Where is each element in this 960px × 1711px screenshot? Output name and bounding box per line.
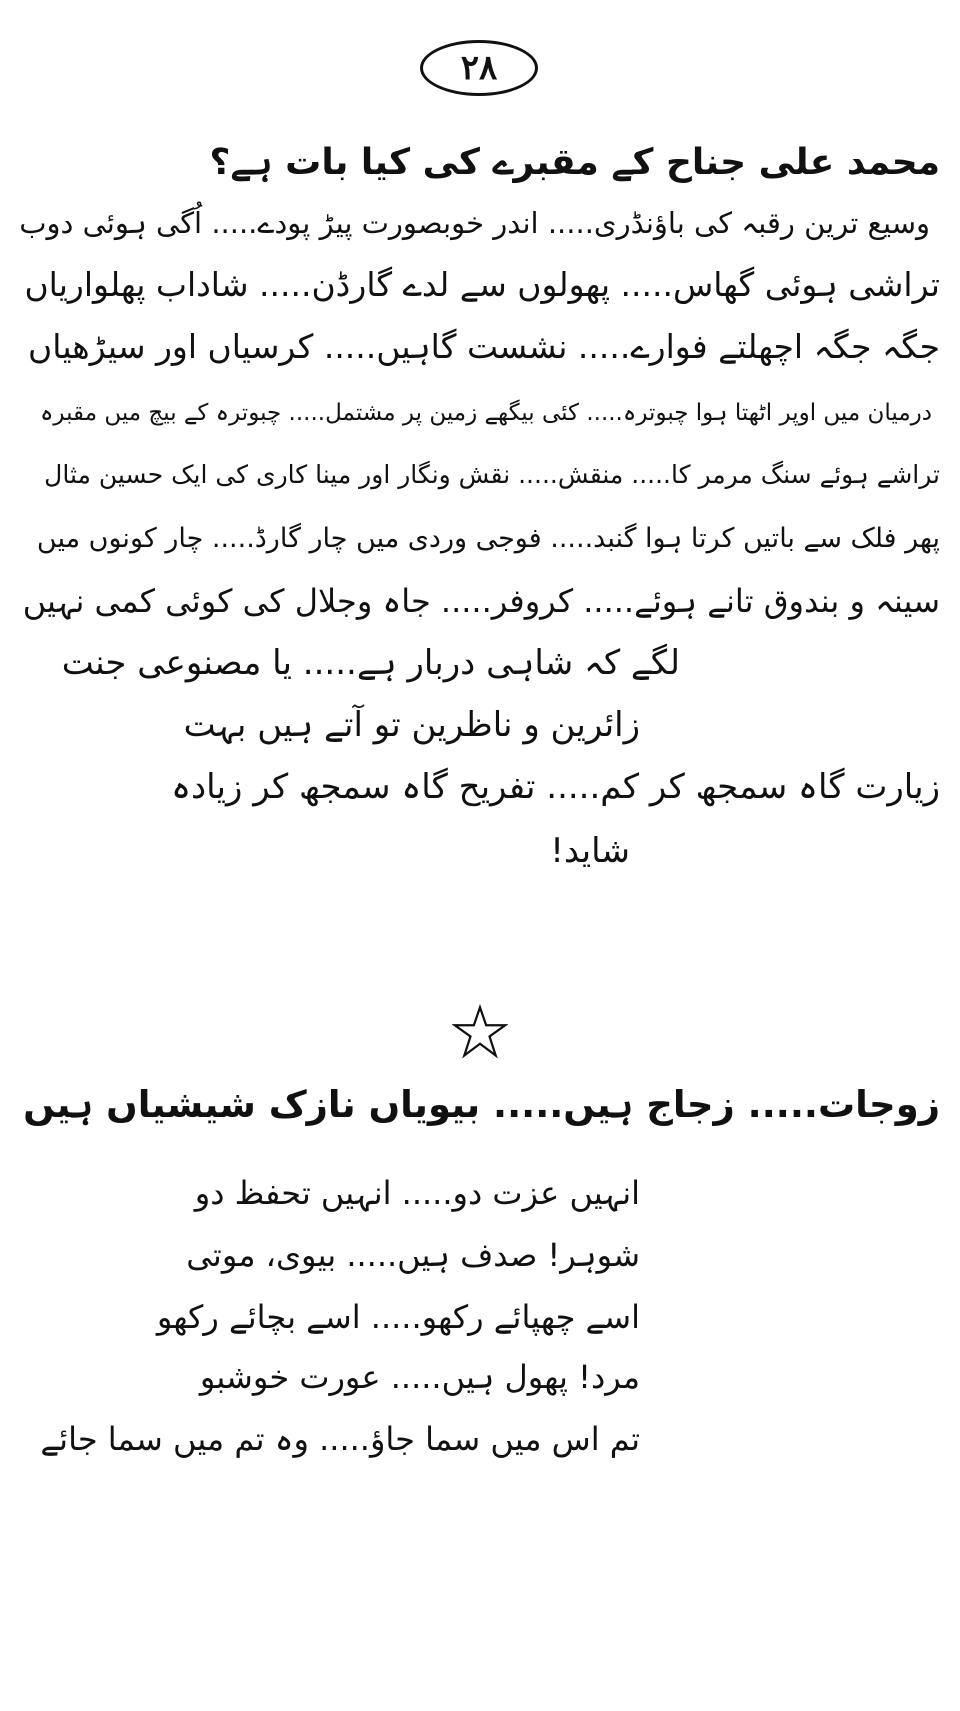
section2-line-2: شوہر! صدف ہیں..... بیوی، موتی: [186, 1236, 640, 1274]
section1-line-6: پھر فلک سے باتیں کرتا ہوا گنبد..... فوجی وردی میں چار گارڈ..... چار کونوں میں: [36, 523, 940, 554]
section1-heading: محمد علی جناح کے مقبرے کی کیا بات ہے؟: [209, 142, 940, 183]
section1-line-4: درمیان میں اوپر اٹھتا ہوا چبوترہ..... کئی بیگھے زمین پر مشتمل..... چبوترہ کے بیچ میں مقبرہ: [39, 400, 932, 426]
section2-heading: زوجات..... زجاج ہیں..... بیویاں نازک شیشیاں ہیں: [23, 1083, 940, 1126]
section1-line-8: لگے کہ شاہی دربار ہے..... یا مصنوعی جنت: [61, 643, 680, 683]
page-number-text: ۲۸: [460, 48, 498, 88]
section1-line-11: شاید!: [550, 831, 630, 871]
section2-line-5: تم اس میں سما جاؤ..... وہ تم میں سما جائے: [40, 1420, 640, 1458]
section1-line-3: جگہ جگہ اچھلتے فوارے..... نشست گاہیں..... کرسیاں اور سیڑھیاں: [28, 327, 940, 366]
section1-line-2: تراشی ہوئی گھاس..... پھولوں سے لدے گارڈن..... شاداب پھلواریاں: [24, 265, 940, 304]
section2-line-1: انہیں عزت دو..... انہیں تحفظ دو: [194, 1174, 640, 1212]
section1-line-7: سینہ و بندوق تانے ہوئے..... کروفر..... جاہ وجلال کی کوئی کمی نہیں: [22, 582, 940, 620]
section1-line-10: زیارت گاہ سمجھ کر کم..... تفریح گاہ سمجھ کر زیادہ: [171, 767, 940, 807]
page-number: [420, 40, 538, 96]
section2-line-3: اسے چھپائے رکھو..... اسے بچائے رکھو: [156, 1298, 640, 1336]
section1-line-9: زائرین و ناظرین تو آتے ہیں بہت: [183, 705, 640, 745]
section1-line-1: وسیع ترین رقبہ کی باؤنڈری..... اندر خوبصورت پیڑ پودے..... اُگی ہوئی دوب: [19, 206, 930, 240]
star-outline-icon: [452, 1004, 508, 1060]
section2-line-4: مرد! پھول ہیں..... عورت خوشبو: [199, 1358, 640, 1396]
section1-line-5: تراشے ہوئے سنگ مرمر کا..... منقش..... نقش ونگار اور مینا کاری کی ایک حسین مثال: [44, 460, 940, 489]
